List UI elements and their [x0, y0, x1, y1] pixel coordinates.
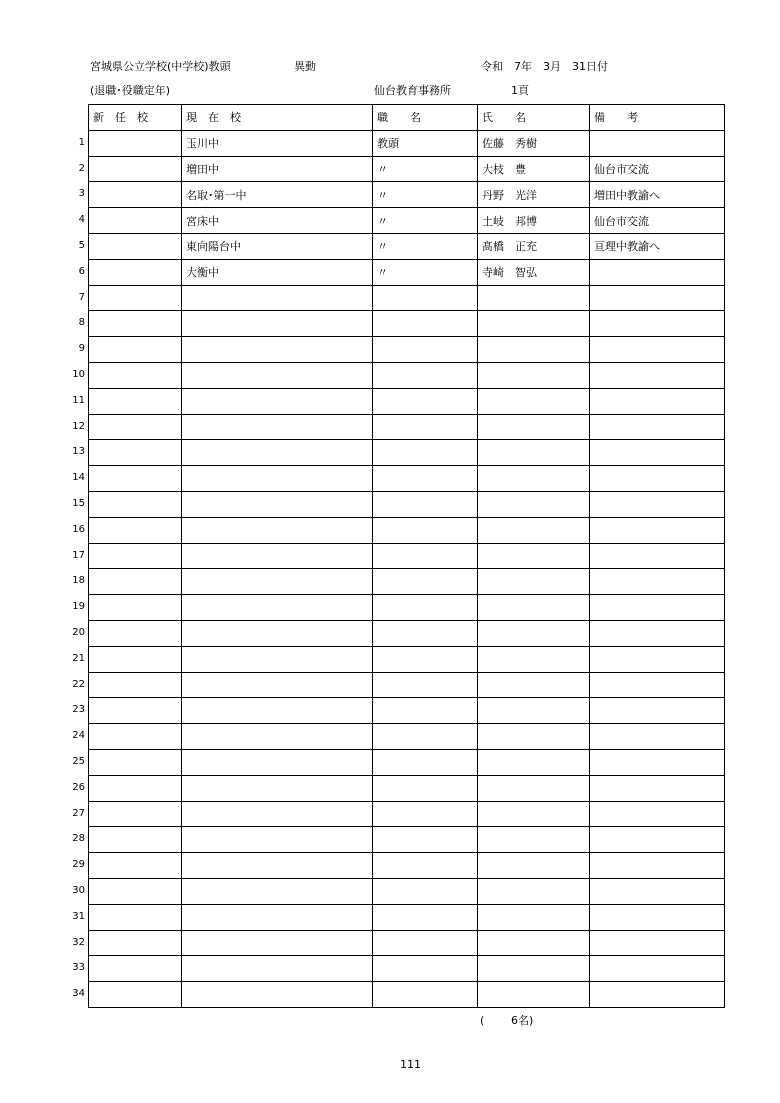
table-row [89, 956, 725, 982]
cell-current-school [182, 646, 373, 672]
cell-current-school: 玉川中 [182, 130, 373, 156]
cell-current-school [182, 672, 373, 698]
office-name: 仙台教育事務所 [374, 84, 451, 97]
cell-remarks [590, 982, 725, 1008]
cell-name [478, 749, 590, 775]
cell-name [478, 414, 590, 440]
cell-current-school [182, 827, 373, 853]
table-row [89, 646, 725, 672]
cell-current-school [182, 569, 373, 595]
cell-position [373, 595, 478, 621]
cell-name [478, 337, 590, 363]
cell-new-school [89, 182, 182, 208]
cell-current-school [182, 491, 373, 517]
table-row [89, 362, 725, 388]
cell-name [478, 569, 590, 595]
cell-new-school [89, 466, 182, 492]
cell-position [373, 930, 478, 956]
cell-position [373, 853, 478, 879]
page-label: 1頁 [511, 84, 529, 97]
cell-name: 丹野 光洋 [478, 182, 590, 208]
cell-name [478, 517, 590, 543]
cell-name [478, 827, 590, 853]
table-row [89, 182, 725, 208]
row-number: 12 [72, 420, 85, 432]
cell-current-school [182, 311, 373, 337]
table-row [89, 440, 725, 466]
cell-current-school [182, 543, 373, 569]
cell-remarks [590, 517, 725, 543]
table-row [89, 595, 725, 621]
cell-current-school: 東向陽台中 [182, 233, 373, 259]
cell-position [373, 337, 478, 363]
row-number-column [60, 104, 85, 1007]
cell-name [478, 801, 590, 827]
table-row [89, 775, 725, 801]
cell-position [373, 517, 478, 543]
table-row [89, 672, 725, 698]
cell-current-school: 増田中 [182, 156, 373, 182]
table-row [89, 311, 725, 337]
cell-new-school [89, 982, 182, 1008]
cell-position [373, 362, 478, 388]
cell-name [478, 698, 590, 724]
cell-name [478, 285, 590, 311]
cell-current-school [182, 466, 373, 492]
table-row [89, 259, 725, 285]
table-row [89, 156, 725, 182]
cell-position [373, 801, 478, 827]
row-number: 7 [78, 291, 85, 303]
table-row [89, 285, 725, 311]
cell-remarks: 仙台市交流 [590, 208, 725, 234]
cell-position [373, 285, 478, 311]
row-number: 18 [72, 575, 85, 587]
cell-current-school [182, 956, 373, 982]
cell-new-school [89, 620, 182, 646]
cell-name: 大枝 豊 [478, 156, 590, 182]
cell-current-school [182, 775, 373, 801]
row-number: 4 [78, 214, 85, 226]
table-row [89, 724, 725, 750]
row-number: 2 [78, 162, 85, 174]
cell-current-school [182, 982, 373, 1008]
cell-current-school [182, 853, 373, 879]
column-header-position: 職 名 [373, 105, 478, 131]
table-row [89, 853, 725, 879]
cell-current-school [182, 337, 373, 363]
cell-remarks [590, 595, 725, 621]
table-row [89, 569, 725, 595]
cell-remarks [590, 259, 725, 285]
cell-remarks [590, 698, 725, 724]
table-row [89, 130, 725, 156]
cell-new-school [89, 543, 182, 569]
row-number: 33 [72, 962, 85, 974]
row-number: 34 [72, 988, 85, 1000]
cell-new-school [89, 259, 182, 285]
cell-remarks [590, 388, 725, 414]
cell-remarks [590, 285, 725, 311]
column-header-current-school: 現 在 校 [182, 105, 373, 131]
cell-new-school [89, 440, 182, 466]
cell-position [373, 775, 478, 801]
cell-position [373, 440, 478, 466]
table-header-row [89, 105, 725, 131]
cell-position [373, 543, 478, 569]
cell-name [478, 982, 590, 1008]
cell-remarks [590, 878, 725, 904]
cell-remarks [590, 956, 725, 982]
cell-current-school: 名取･第一中 [182, 182, 373, 208]
cell-remarks [590, 930, 725, 956]
cell-remarks [590, 311, 725, 337]
row-number: 5 [78, 239, 85, 251]
table-row [89, 801, 725, 827]
row-number: 1 [78, 136, 85, 148]
cell-new-school [89, 775, 182, 801]
row-number: 8 [78, 317, 85, 329]
table-row [89, 982, 725, 1008]
cell-remarks: 仙台市交流 [590, 156, 725, 182]
row-number: 28 [72, 833, 85, 845]
cell-current-school [182, 414, 373, 440]
cell-current-school [182, 749, 373, 775]
cell-position: 〃 [373, 233, 478, 259]
cell-name [478, 543, 590, 569]
table-row [89, 904, 725, 930]
cell-current-school [182, 930, 373, 956]
cell-new-school [89, 517, 182, 543]
cell-new-school [89, 930, 182, 956]
cell-remarks [590, 466, 725, 492]
cell-name [478, 362, 590, 388]
cell-current-school [182, 440, 373, 466]
cell-position [373, 982, 478, 1008]
cell-new-school [89, 801, 182, 827]
cell-remarks [590, 827, 725, 853]
cell-name [478, 775, 590, 801]
cell-position: 〃 [373, 182, 478, 208]
effective-date: 令和 7年 3月 31日付 [481, 60, 608, 73]
row-number: 27 [72, 807, 85, 819]
table-row [89, 543, 725, 569]
cell-remarks [590, 362, 725, 388]
row-number: 24 [72, 730, 85, 742]
table-row [89, 337, 725, 363]
row-number: 29 [72, 859, 85, 871]
cell-remarks: 亘理中教諭へ [590, 233, 725, 259]
cell-name: 寺崎 智弘 [478, 259, 590, 285]
row-number: 19 [72, 601, 85, 613]
cell-current-school [182, 362, 373, 388]
row-number: 16 [72, 523, 85, 535]
row-number: 10 [72, 368, 85, 380]
cell-name [478, 440, 590, 466]
table-row [89, 466, 725, 492]
table-row [89, 878, 725, 904]
cell-new-school [89, 595, 182, 621]
cell-new-school [89, 724, 182, 750]
cell-current-school [182, 801, 373, 827]
cell-position [373, 569, 478, 595]
table-row [89, 491, 725, 517]
cell-name [478, 878, 590, 904]
row-number: 14 [72, 472, 85, 484]
row-number: 23 [72, 704, 85, 716]
cell-remarks [590, 724, 725, 750]
cell-new-school [89, 156, 182, 182]
row-number: 21 [72, 652, 85, 664]
row-number: 31 [72, 910, 85, 922]
table-row [89, 749, 725, 775]
cell-new-school [89, 233, 182, 259]
cell-current-school: 大衡中 [182, 259, 373, 285]
cell-position [373, 724, 478, 750]
cell-new-school [89, 414, 182, 440]
personnel-table [88, 104, 725, 1008]
document-title: 宮城県公立学校(中学校)教頭 [90, 60, 231, 73]
cell-new-school [89, 698, 182, 724]
cell-name [478, 388, 590, 414]
row-number: 22 [72, 678, 85, 690]
table-row [89, 208, 725, 234]
cell-new-school [89, 827, 182, 853]
cell-position [373, 904, 478, 930]
row-number: 32 [72, 936, 85, 948]
table-row [89, 827, 725, 853]
cell-position [373, 878, 478, 904]
cell-position [373, 414, 478, 440]
cell-new-school [89, 311, 182, 337]
cell-remarks [590, 775, 725, 801]
cell-current-school [182, 904, 373, 930]
cell-current-school [182, 388, 373, 414]
table-body [89, 130, 725, 1007]
cell-remarks: 増田中教諭へ [590, 182, 725, 208]
cell-position [373, 827, 478, 853]
cell-position: 〃 [373, 156, 478, 182]
cell-name [478, 853, 590, 879]
cell-new-school [89, 491, 182, 517]
row-number: 9 [78, 343, 85, 355]
person-count: 6名) [511, 1014, 534, 1027]
cell-name [478, 466, 590, 492]
cell-position: 〃 [373, 259, 478, 285]
cell-new-school [89, 853, 182, 879]
cell-position [373, 698, 478, 724]
cell-remarks [590, 569, 725, 595]
cell-name [478, 491, 590, 517]
cell-position [373, 620, 478, 646]
cell-name [478, 672, 590, 698]
cell-name [478, 595, 590, 621]
cell-remarks [590, 672, 725, 698]
cell-position [373, 466, 478, 492]
cell-remarks [590, 440, 725, 466]
cell-remarks [590, 749, 725, 775]
cell-remarks [590, 543, 725, 569]
cell-new-school [89, 878, 182, 904]
cell-current-school [182, 724, 373, 750]
table-row [89, 388, 725, 414]
cell-current-school [182, 620, 373, 646]
cell-name [478, 311, 590, 337]
page-number: 111 [400, 1058, 421, 1071]
table-row [89, 620, 725, 646]
row-number: 13 [72, 446, 85, 458]
document-category: 異動 [294, 60, 316, 73]
row-number: 26 [72, 781, 85, 793]
cell-current-school [182, 285, 373, 311]
cell-new-school [89, 646, 182, 672]
cell-position: 教頭 [373, 130, 478, 156]
cell-new-school [89, 285, 182, 311]
table-row [89, 233, 725, 259]
cell-remarks [590, 801, 725, 827]
cell-new-school [89, 130, 182, 156]
row-number: 15 [72, 497, 85, 509]
table-row [89, 517, 725, 543]
cell-current-school [182, 517, 373, 543]
cell-position [373, 956, 478, 982]
table-row [89, 930, 725, 956]
cell-name: 髙橋 正充 [478, 233, 590, 259]
cell-new-school [89, 388, 182, 414]
row-number: 25 [72, 755, 85, 767]
cell-name: 土岐 邦博 [478, 208, 590, 234]
row-number: 3 [78, 188, 85, 200]
cell-current-school: 宮床中 [182, 208, 373, 234]
cell-new-school [89, 208, 182, 234]
column-header-new-school: 新 任 校 [89, 105, 182, 131]
cell-remarks [590, 491, 725, 517]
column-header-remarks: 備 考 [590, 105, 725, 131]
row-number: 20 [72, 626, 85, 638]
cell-name [478, 904, 590, 930]
cell-name [478, 646, 590, 672]
cell-position [373, 646, 478, 672]
count-open-paren: ( [480, 1014, 485, 1027]
cell-remarks [590, 337, 725, 363]
table-row [89, 698, 725, 724]
row-number-spacer [60, 104, 85, 130]
table-row [89, 414, 725, 440]
cell-remarks [590, 130, 725, 156]
row-number: 6 [78, 265, 85, 277]
cell-name: 佐藤 秀樹 [478, 130, 590, 156]
column-header-name: 氏 名 [478, 105, 590, 131]
cell-position [373, 388, 478, 414]
cell-current-school [182, 698, 373, 724]
cell-name [478, 956, 590, 982]
cell-current-school [182, 595, 373, 621]
row-number: 11 [72, 394, 85, 406]
cell-remarks [590, 904, 725, 930]
cell-new-school [89, 672, 182, 698]
cell-remarks [590, 620, 725, 646]
cell-position [373, 672, 478, 698]
cell-name [478, 724, 590, 750]
cell-new-school [89, 362, 182, 388]
cell-new-school [89, 956, 182, 982]
cell-position: 〃 [373, 208, 478, 234]
cell-position [373, 491, 478, 517]
cell-new-school [89, 904, 182, 930]
cell-new-school [89, 749, 182, 775]
cell-remarks [590, 853, 725, 879]
cell-new-school [89, 337, 182, 363]
cell-position [373, 749, 478, 775]
cell-current-school [182, 878, 373, 904]
cell-remarks [590, 414, 725, 440]
cell-position [373, 311, 478, 337]
cell-new-school [89, 569, 182, 595]
row-number: 17 [72, 549, 85, 561]
cell-name [478, 930, 590, 956]
document-note: (退職･役職定年) [90, 84, 171, 97]
cell-remarks [590, 646, 725, 672]
row-number: 30 [72, 884, 85, 896]
cell-name [478, 620, 590, 646]
